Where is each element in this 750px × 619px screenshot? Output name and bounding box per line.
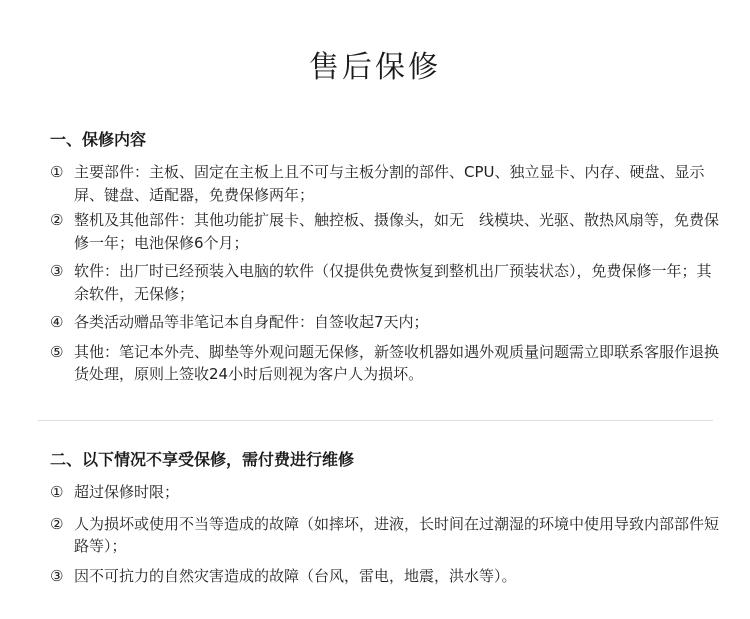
list-marker: ③ [50,262,64,280]
list-item-text: 其他：笔记本外壳、脚垫等外观问题无保修，新签收机器如遇外观质量问题需立即联系客服作退换货处理，原则上签收24小时后则视为客户人为损坏。 [74,342,720,383]
list-item [50,260,720,305]
list-item-text: 主要部件：主板、固定在主板上且不可与主板分割的部件、CPU、独立显卡、内存、硬盘、显示屏、键盘、适配器，免费保修两年； [74,163,705,204]
section-divider [38,420,713,421]
section-heading-paid-repair: 二、以下情况不享受保修，需付费进行维修 [50,450,355,469]
list-item-text: 各类活动赠品等非笔记本自身配件：自签收起7天内； [74,313,429,331]
list-marker: ① [50,163,64,181]
list-item-text: 超过保修时限； [74,483,180,501]
paid-repair-list [50,481,720,587]
list-item-text: 整机及其他部件：其他功能扩展卡、触控板、摄像头，如无 线模块、光驱、散热风扇等，免费保修一年；电池保修6个月； [74,211,720,252]
list-marker: ② [50,211,64,229]
section-heading-warranty-scope: 一、保修内容 [50,130,147,149]
list-marker: ④ [50,313,64,331]
page-title: 售后保修 [309,50,441,85]
list-item-text: 软件：出厂时已经预装入电脑的软件（仅提供免费恢复到整机出厂预装状态），免费保修一年；其余软件，无保修； [74,262,712,303]
list-item [50,209,720,254]
list-item [50,481,720,504]
warranty-scope-list [50,161,720,386]
list-item [50,565,720,588]
list-item [50,161,720,206]
list-item [50,341,720,386]
list-item-text: 因不可抗力的自然灾害造成的故障（台风，雷电，地震，洪水等）。 [74,566,517,585]
list-item [50,311,720,334]
list-marker: ② [50,514,64,533]
list-marker: ① [50,483,64,501]
list-marker: ⑤ [50,342,64,361]
list-marker: ③ [50,566,64,585]
list-item-text: 人为损坏或使用不当等造成的故障（如摔坏，进液，长时间在过潮湿的环境中使用导致内部部件短路等）； [74,514,720,555]
list-item [50,513,720,558]
